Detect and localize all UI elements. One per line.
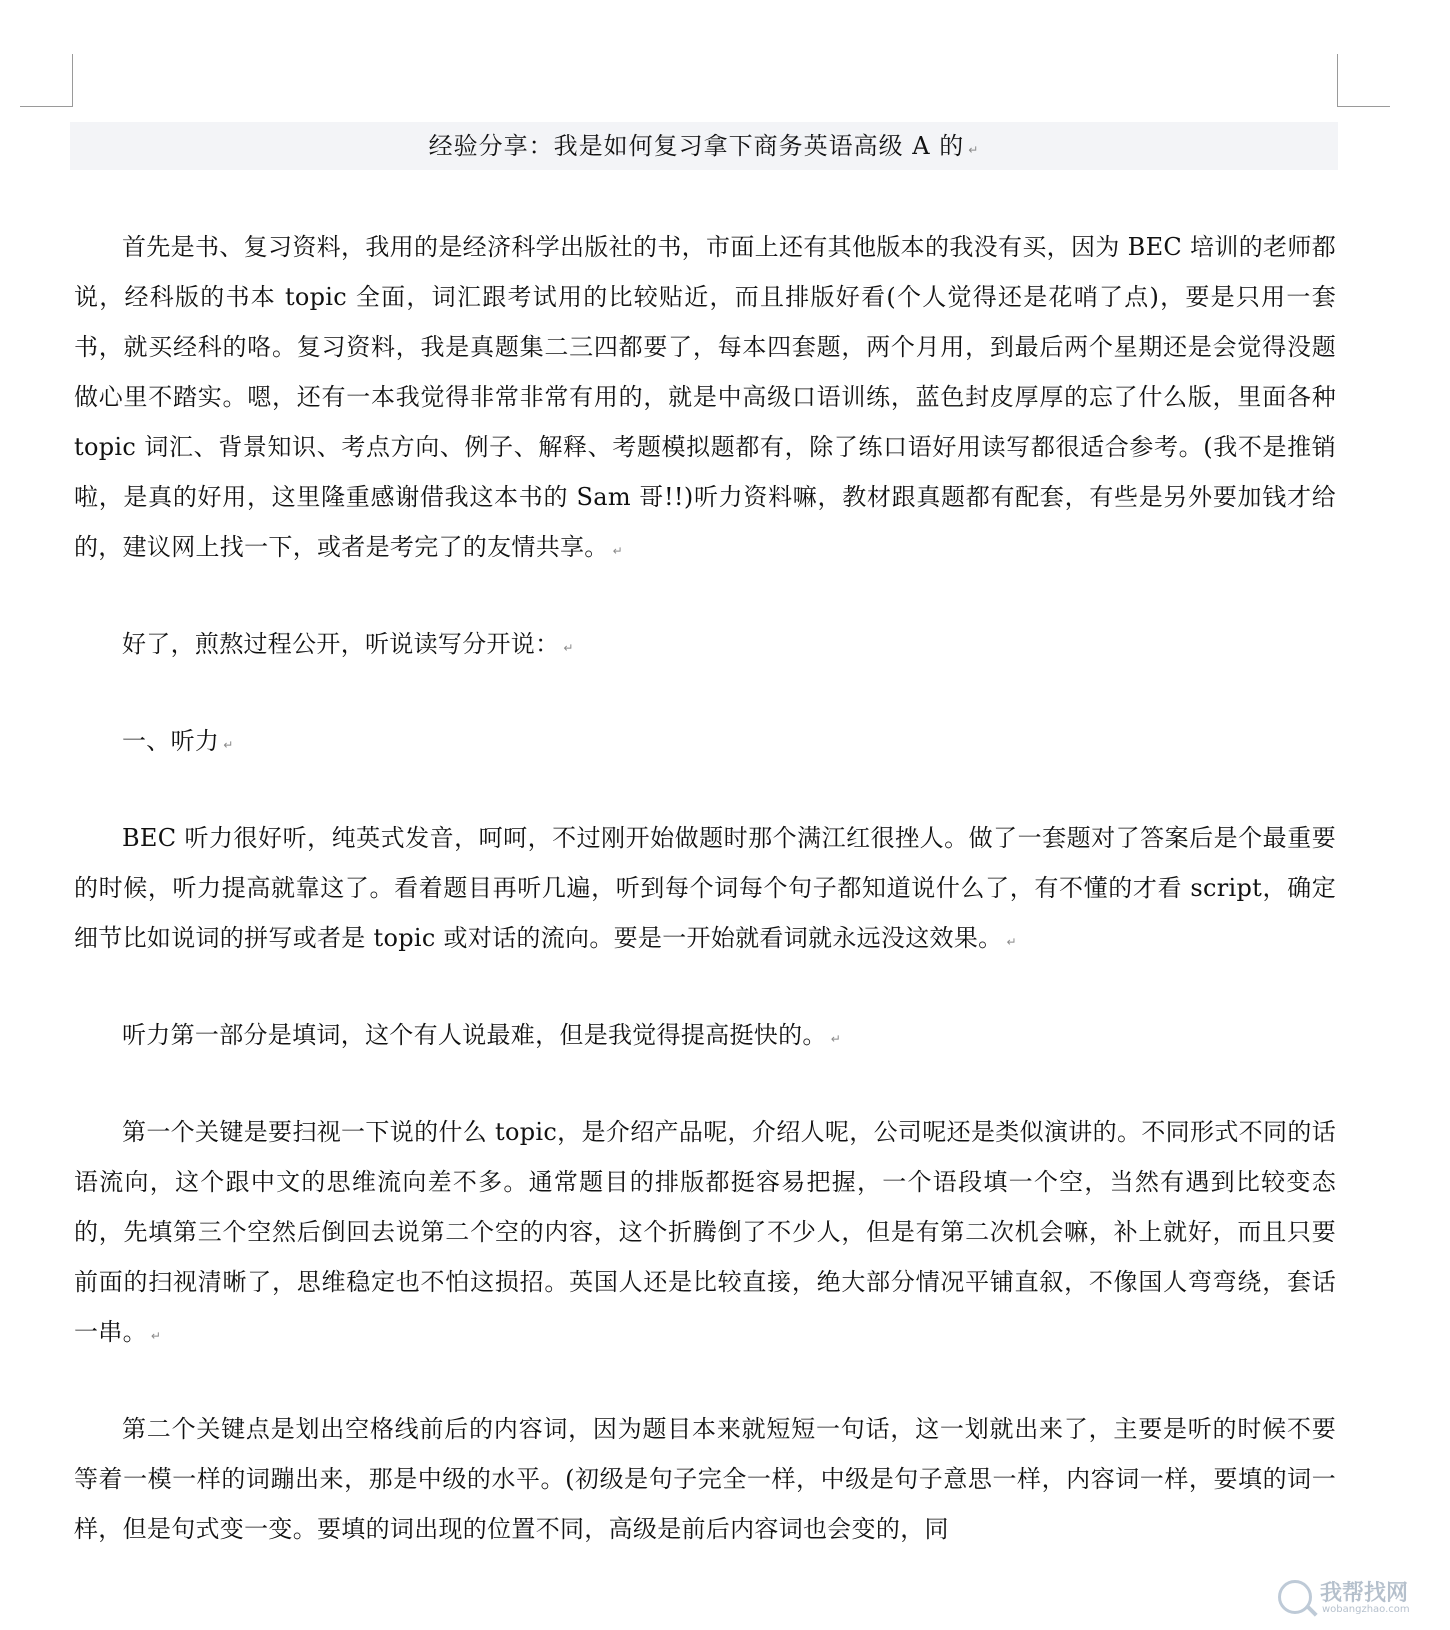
paragraph-text: BEC 听力很好听，纯英式发音，呵呵，不过刚开始做题时那个满江红很挫人。做了一套题对了答案后是个最重要的时候，听力提高就靠这了。看着题目再听几遍，听到每个词每个句子都知道说什么了，有不懂的才看 script，确定细节比如说词的拼写或者是 topic 或对话的流向。要是一开始就看词就永远没这效果。 [74,824,1336,952]
paragraph-mark-icon: ↵ [563,641,574,655]
watermark-text: 我帮找网 [1320,1581,1409,1606]
paragraph [74,619,1336,673]
paragraph [74,1010,1336,1064]
watermark-logo [1278,1576,1428,1622]
paragraph-mark-icon: ↵ [830,1032,842,1046]
document-title [70,122,1338,170]
magnifier-icon [1278,1580,1312,1614]
watermark-url: wobangzhao.com [1322,1604,1410,1615]
paragraph [74,813,1336,967]
paragraph [74,222,1336,576]
paragraph-text: 听力第一部分是填词，这个有人说最难，但是我觉得提高挺快的。 [122,1021,827,1049]
paragraph-mark-icon: ↵ [612,544,623,558]
paragraph [74,1107,1336,1361]
paragraph-mark-icon: ↵ [968,143,980,157]
section-heading [74,716,1336,770]
section-heading-text: 一、听力 [122,727,220,755]
paragraph-text: 第一个关键是要扫视一下说的什么 topic，是介绍产品呢，介绍人呢，公司呢还是类似演讲的。不同形式不同的话语流向，这个跟中文的思维流向差不多。通常题目的排版都挺容易把握，一个语段填一个空，当然有遇到比较变态的，先填第三个空然后倒回去说第二个空的内容，这个折腾倒了不少人，但是有第二次机会嘛，补上就好，而且只要前面的扫视清晰了，思维稳定也不怕这损招。英国人还是比较直接，绝大部分情况平铺直叙，不像国人弯弯绕，套话一串。 [74,1118,1336,1346]
paragraph-text: 首先是书、复习资料，我用的是经济科学出版社的书，市面上还有其他版本的我没有买，因为 BEC 培训的老师都说，经科版的书本 topic 全面，词汇跟考试用的比较贴近，而且排版好看(个人觉得还是花哨了点)，要是只用一套书，就买经科的咯。复习资料，我是真题集二三四都要了，每本四套题，两个月用，到最后两个星期还是会觉得没题做心里不踏实。嗯，还有一本我觉得非常非常有用的，就是中高级口语训练，蓝色封皮厚厚的忘了什么版，里面各种 topic 词汇、背景知识、考点方向、例子、解释、考题模拟题都有，除了练口语好用读写都很适合参考。(我不是推销啦，是真的好用，这里隆重感谢借我这本书的 Sam 哥!!)听力资料嘛，教材跟真题都有配套，有些是另外要加钱才给的，建议网上找一下，或者是考完了的友情共享。 [74,233,1336,561]
paragraph-mark-icon: ↵ [1006,935,1017,949]
document-body [74,222,1336,1597]
paragraph-text: 第二个关键点是划出空格线前后的内容词，因为题目本来就短短一句话，这一划就出来了，主要是听的时候不要等着一模一样的词蹦出来，那是中级的水平。(初级是句子完全一样，中级是句子意思一样，内容词一样，要填的词一样，但是句式变一变。要填的词出现的位置不同，高级是前后内容词也会变的，同 [74,1415,1336,1543]
paragraph-mark-icon: ↵ [150,1329,162,1343]
document-title-text: 经验分享：我是如何复习拿下商务英语高级 A 的 [428,132,965,160]
paragraph-text: 好了，煎熬过程公开，听说读写分开说： [122,630,560,658]
paragraph [74,1404,1336,1554]
paragraph-mark-icon: ↵ [223,738,234,752]
crop-mark-top-right [1337,54,1390,107]
crop-mark-top-left [20,54,73,107]
